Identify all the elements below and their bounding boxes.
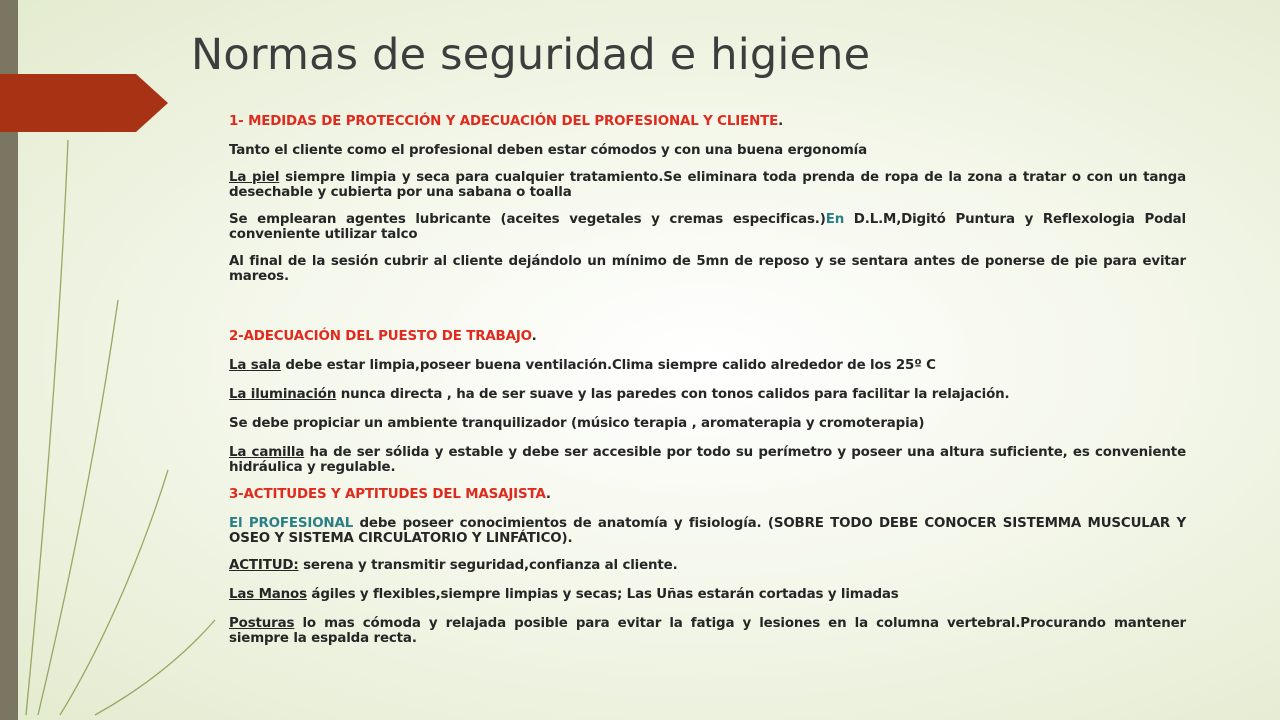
underlined-term: ACTITUD: xyxy=(229,558,299,573)
paragraph xyxy=(229,212,1186,242)
text-segment: lo mas cómoda y relajada posible para evitar la fatiga y lesiones en la columna vertebral.Procurando mantener siempre la espalda recta. xyxy=(229,616,1186,646)
paragraph xyxy=(229,114,1186,129)
highlighted-term: El PROFESIONAL xyxy=(229,516,354,531)
paragraph xyxy=(229,516,1186,546)
underlined-term: Posturas xyxy=(229,616,295,631)
underlined-term: La piel xyxy=(229,170,280,185)
text-segment: . xyxy=(778,114,784,129)
paragraph xyxy=(229,358,1186,373)
paragraph xyxy=(229,387,1186,402)
text-segment: . xyxy=(531,329,537,344)
paragraph xyxy=(229,416,1186,431)
paragraph xyxy=(229,143,1186,158)
paragraph xyxy=(229,445,1186,475)
paragraph xyxy=(229,487,1186,502)
paragraph xyxy=(229,616,1186,646)
paragraph xyxy=(229,170,1186,200)
section-heading: 1- MEDIDAS DE PROTECCIÓN Y ADECUACIÓN DEL PROFESIONAL Y CLIENTE xyxy=(229,114,779,129)
text-segment: Tanto el cliente como el profesional deben estar cómodos y con una buena ergonomía xyxy=(229,143,868,158)
underlined-term: Las Manos xyxy=(229,587,307,602)
section-heading: 3-ACTITUDES Y APTITUDES DEL MASAJISTA xyxy=(229,487,546,502)
text-segment: siempre limpia y seca para cualquier tratamiento.Se eliminara toda prenda de ropa de la zona a tratar o con un tanga desechable y cubierta por una sabana o toalla xyxy=(229,170,1187,200)
underlined-term: La camilla xyxy=(229,445,305,460)
text-segment: ágiles y flexibles,siempre limpias y secas; Las Uñas estarán cortadas y limadas xyxy=(306,587,899,602)
paragraph xyxy=(229,329,1186,344)
text-segment: ha de ser sólida y estable y debe ser accesible por todo su perímetro y poseer una altura suficiente, es conveniente hidráulica y regulable. xyxy=(229,445,1186,475)
text-segment: D.L.M,Digitó Puntura y Reflexologia Podal conveniente utilizar talco xyxy=(229,212,1186,242)
slide-title: Normas de seguridad e higiene xyxy=(191,30,871,80)
paragraph xyxy=(229,587,1186,602)
slide-content xyxy=(229,114,1186,646)
paragraph xyxy=(229,558,1186,573)
text-segment: debe poseer conocimientos de anatomía y fisiología. (SOBRE TODO DEBE CONOCER SISTEMMA MUSCULAR Y OSEO Y SISTEMA CIRCULATORIO Y LINFÁTICO). xyxy=(229,516,1187,546)
text-segment: Se emplearan agentes lubricante (aceites vegetales y cremas especificas.) xyxy=(229,212,826,227)
text-segment: Se debe propiciar un ambiente tranquilizador (músico terapia , aromaterapia y cromoterapia) xyxy=(229,416,925,431)
text-segment: Al final de la sesión cubrir al cliente dejándolo un mínimo de 5mn de reposo y se sentara antes de ponerse de pie para evitar mareos. xyxy=(229,254,1186,284)
text-segment: . xyxy=(545,487,551,502)
text-segment: nunca directa , ha de ser suave y las paredes con tonos calidos para facilitar la relajación. xyxy=(336,387,1010,402)
underlined-term: La sala xyxy=(229,358,281,373)
highlighted-term: En xyxy=(825,212,845,227)
section-heading: 2-ADECUACIÓN DEL PUESTO DE TRABAJO xyxy=(229,329,532,344)
text-segment: debe estar limpia,poseer buena ventilación.Clima siempre calido alrededor de los 25º C xyxy=(280,358,936,373)
underlined-term: La iluminación xyxy=(229,387,337,402)
paragraph xyxy=(229,254,1186,284)
text-segment: serena y transmitir seguridad,confianza al cliente. xyxy=(298,558,678,573)
accent-arrow-shape xyxy=(0,74,168,132)
